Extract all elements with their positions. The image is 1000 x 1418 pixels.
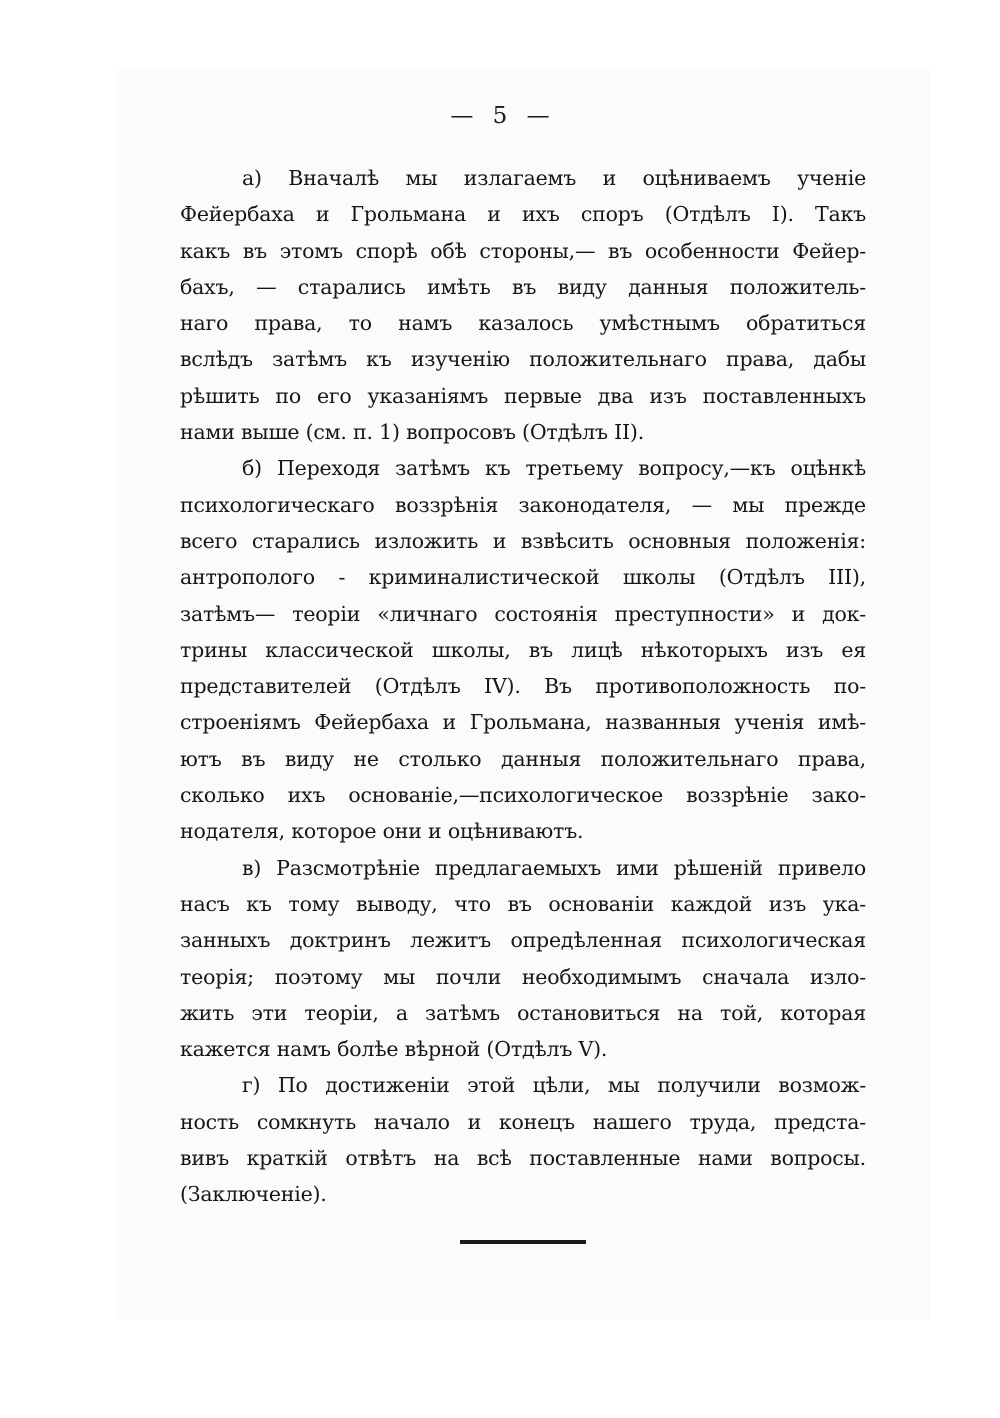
text-line: представителей (Отдѣлъ IV). Въ противоположность по- xyxy=(180,674,866,699)
text-line: нодателя, которое они и оцѣниваютъ. xyxy=(180,819,584,844)
body-text xyxy=(180,160,866,1213)
paragraph-g xyxy=(180,1067,866,1212)
text-line: рѣшить по его указаніямъ первые два изъ поставленныхъ xyxy=(180,383,866,408)
text-line: занныхъ доктринъ лежитъ опредѣленная психологическая xyxy=(180,928,866,953)
text-line: а) Вначалѣ мы излагаемъ и оцѣниваемъ ученіе xyxy=(242,166,866,190)
section-end-rule xyxy=(460,1240,586,1244)
text-line: сколько ихъ основаніе,—психологическое воззрѣніе зако- xyxy=(180,783,866,808)
text-line: кажется намъ болѣе вѣрной (Отдѣлъ V). xyxy=(180,1037,608,1062)
text-line: вслѣдъ затѣмъ къ изученію положительнаго права, дабы xyxy=(180,347,866,372)
text-line: вивъ краткій отвѣтъ на всѣ поставленные нами вопросы. xyxy=(180,1146,866,1171)
text-line: ютъ въ виду не столько данныя положительнаго права, xyxy=(180,746,866,771)
page-number: — 5 — xyxy=(450,103,550,129)
text-line: в) Разсмотрѣніе предлагаемыхъ ими рѣшеній привело xyxy=(242,855,866,880)
text-line: теорія; поэтому мы почли необходимымъ сначала изло- xyxy=(180,964,866,989)
paragraph-v xyxy=(180,850,866,1068)
text-line: всего старались изложить и взвѣсить основныя положенія: xyxy=(180,528,866,553)
text-line: бахъ, — старались имѣть въ виду данныя положитель- xyxy=(180,274,866,299)
text-line: трины классической школы, въ лицѣ нѣкоторыхъ изъ ея xyxy=(180,637,866,662)
paragraph-a xyxy=(180,160,866,450)
text-line: наго права, то намъ казалось умѣстнымъ обратиться xyxy=(180,311,866,336)
text-line: насъ къ тому выводу, что въ основаніи каждой изъ ука- xyxy=(180,891,866,916)
text-line: нами выше (см. п. 1) вопросовъ (Отдѣлъ II). xyxy=(180,420,645,445)
text-line: г) По достиженіи этой цѣли, мы получили возмож- xyxy=(242,1073,866,1098)
text-line: какъ въ этомъ спорѣ обѣ стороны,— въ особенности Фейер- xyxy=(180,238,866,263)
text-line: психологическаго воззрѣнія законодателя, — мы прежде xyxy=(180,492,866,517)
text-line: ность сомкнуть начало и конецъ нашего труда, предста- xyxy=(180,1109,866,1134)
text-line: жить эти теоріи, а затѣмъ остановиться на той, которая xyxy=(180,1000,866,1025)
text-line: б) Переходя затѣмъ къ третьему вопросу,—къ оцѣнкѣ xyxy=(242,456,866,481)
text-line: Фейербаха и Грольмана и ихъ споръ (Отдѣлъ I). Такъ xyxy=(180,202,866,227)
paragraph-b xyxy=(180,450,866,849)
text-line: (Заключеніе). xyxy=(180,1182,327,1207)
text-line: антрополого - криминалистической школы (Отдѣлъ III), xyxy=(180,565,866,590)
text-line: строеніямъ Фейербаха и Грольмана, названныя ученія имѣ- xyxy=(180,710,866,735)
text-line: затѣмъ— теоріи «личнаго состоянія преступности» и док- xyxy=(180,601,866,626)
